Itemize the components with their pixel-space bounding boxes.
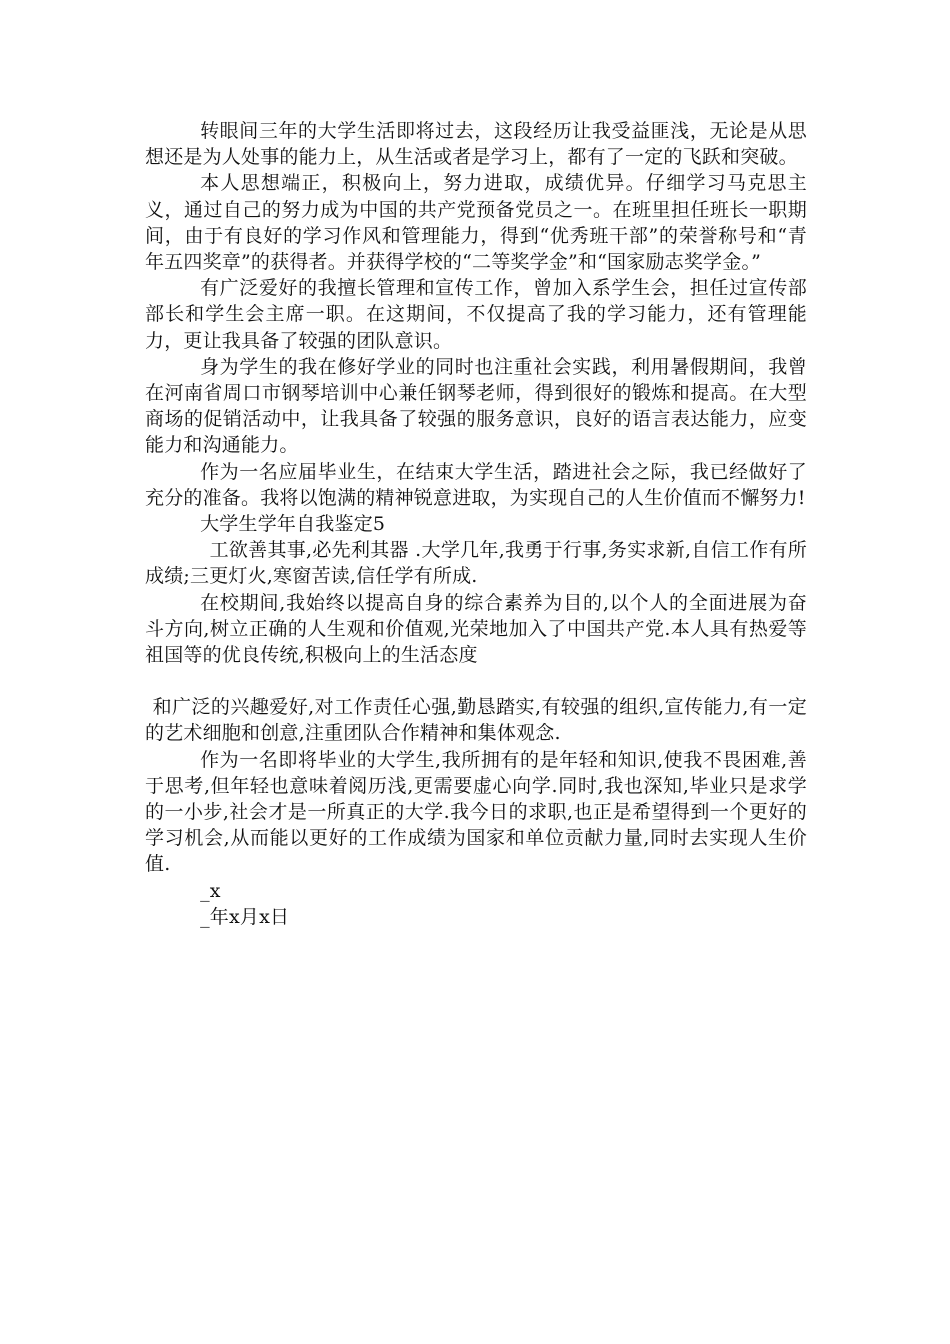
paragraph: 工欲善其事,必先利其器 .大学几年,我勇于行事,务实求新,自信工作有所成绩;三更灯火,寒窗苦读,信任学有所成. [145, 539, 807, 588]
paragraph: 在校期间,我始终以提高自身的综合素养为目的,以个人的全面进展为奋斗方向,树立正确的人生观和价值观,光荣地加入了中国共产党.本人具有热爱等祖国等的优良传统,积极向上的生活态度 [145, 591, 807, 667]
paragraph: 身为学生的我在修好学业的同时也注重社会实践，利用暑假期间，我曾在河南省周口市钢琴培训中心兼任钢琴老师，得到很好的锻炼和提高。在大型商场的促销活动中，让我具备了较强的服务意识，良好的语言表达能力，应变能力和沟通能力。 [145, 355, 807, 457]
paragraph-gap [145, 668, 807, 694]
document-page [145, 118, 807, 930]
paragraph: 有广泛爱好的我擅长管理和宣传工作，曾加入系学生会，担任过宣传部部长和学生会主席一职。在这期间，不仅提高了我的学习能力，还有管理能力，更让我具备了较强的团队意识。 [145, 277, 807, 352]
paragraph: 转眼间三年的大学生活即将过去，这段经历让我受益匪浅，无论是从思想还是为人处事的能力上，从生活或者是学习上，都有了一定的飞跃和突破。 [145, 120, 807, 169]
paragraph: 本人思想端正，积极向上，努力进取，成绩优异。仔细学习马克思主义，通过自己的努力成为中国的共产党预备党员之一。在班里担任班长一职期间，由于有良好的学习作风和管理能力，得到“优秀班干部”的荣誉称号和“青年五四奖章”的获得者。并获得学校的“二等奖学金”和“国家励志奖学金。” [145, 172, 807, 274]
paragraph: 作为一名应届毕业生，在结束大学生活，踏进社会之际，我已经做好了充分的准备。我将以饱满的精神锐意进取，为实现自己的人生价值而不懈努力! [145, 460, 807, 509]
signature-name: _x [200, 879, 221, 902]
signature-date: _年x月x日 [200, 905, 290, 928]
paragraph: 和广泛的兴趣爱好,对工作责任心强,勤恳踏实,有较强的组织,宣传能力,有一定的艺术细胞和创意,注重团队合作精神和集体观念. [145, 696, 807, 745]
section-heading: 大学生学年自我鉴定5 [200, 513, 386, 536]
paragraph: 作为一名即将毕业的大学生,我所拥有的是年轻和知识,使我不畏困难,善于思考,但年轻也意味着阅历浅,更需要虚心向学.同时,我也深知,毕业只是求学的一小步,社会才是一所真正的大学.我今日的求职,也正是希望得到一个更好的学习机会,从而能以更好的工作成绩为国家和单位贡献力量,同时去实现人生价值. [145, 748, 807, 876]
